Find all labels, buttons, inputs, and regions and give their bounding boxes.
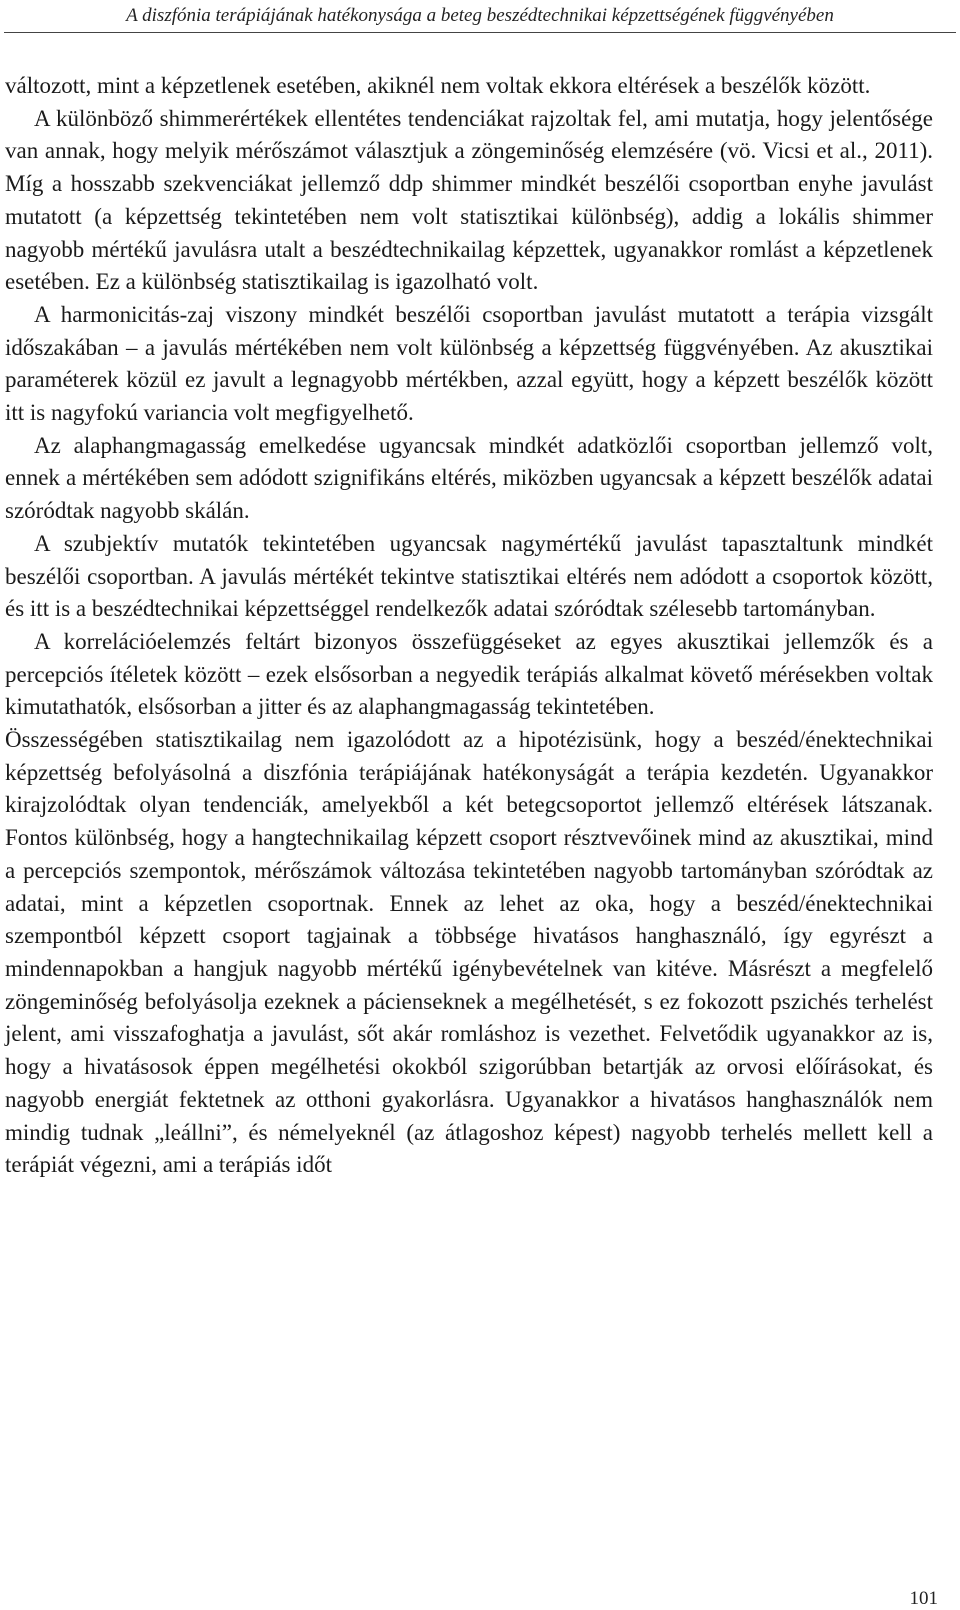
page-body — [5, 70, 933, 1182]
paragraph-shimmer: A különböző shimmerértékek ellentétes tendenciákat rajzoltak fel, ami mutatja, hogy jelentősége van annak, hogy melyik mérőszámot választjuk a zöngeminőség elemzésére (vö. Vicsi et al., 2011). Míg a hosszabb szekvenciákat jellemző ddp shimmer mindkét beszélői csoportban enyhe javulást mutatott (a képzettség tekintetében nem volt statisztikai különbség), addig a lokális shimmer nagyobb mértékű javulásra utalt a beszédtechnikailag képzettek, ugyanakkor romlást a képzetlenek esetében. Ez a különbség statisztikailag is igazolható volt. — [5, 105, 933, 295]
paragraph-f0: Az alaphangmagasság emelkedése ugyancsak mindkét adatközlői csoportban jellemző volt, ennek a mértékében sem adódott szignifikáns eltérés, miközben ugyancsak a képzett beszélők adatai szóródtak nagyobb skálán. — [5, 432, 933, 524]
paragraph-continuation: változott, mint a képzetlenek esetében, akiknél nem voltak ekkora eltérések a beszélők között. — [5, 73, 871, 98]
paragraph-subjective: A szubjektív mutatók tekintetében ugyancsak nagymértékű javulást tapasztaltunk mindkét beszélői csoportban. A javulás mértékét tekintve statisztikai eltérés nem adódott a csoportok között, és itt is a beszédtechnikai képzettséggel rendelkezők adatai szóródtak szélesebb tartományban. — [5, 530, 933, 622]
header-rule — [4, 32, 956, 33]
paragraph-harmonicity: A harmonicitás-zaj viszony mindkét beszélői csoportban javulást mutatott a terápia vizsgált időszakában – a javulás mértékében nem volt különbség a képzettség függvényében. Az akusztikai paraméterek közül ez javult a legnagyobb mértékben, azzal együtt, hogy a képzett beszélők között itt is nagyfokú variancia volt megfigyelhető. — [5, 301, 933, 426]
page-number: 101 — [909, 1588, 938, 1609]
running-header: A diszfónia terápiájának hatékonysága a beteg beszédtechnikai képzettségének függvényében — [126, 5, 834, 26]
paragraph-summary: Összességében statisztikailag nem igazolódott az a hipotézisünk, hogy a beszéd/énektechnikai képzettség befolyásolná a diszfónia terápiájának hatékonyságát a terápia kezdetén. Ugyanakkor kirajzolódtak olyan tendenciák, amelyekből a két betegcsoportot jellemző eltérések látszanak. Fontos különbség, hogy a hangtechnikailag képzett csoport résztvevőinek mind az akusztikai, mind a percepciós szempontok, mérőszámok változása tekintetében nagyobb tartományban szóródtak az adatai, mint a képzetlen csoportnak. Ennek az lehet az oka, hogy a beszéd/énektechnikai szempontból képzett csoport tagjainak a többsége hivatásos hanghasználó, így egyrészt a mindennapokban a hangjuk nagyobb mértékű igénybevételnek van kitéve. Másrészt a megfelelő zöngeminőség befolyásolja ezeknek a pácienseknek a megélhetését, s ez fokozott pszichés terhelést jelent, ami visszafoghatja a javulást, sőt akár romláshoz is vezethet. Felvetődik ugyanakkor az is, hogy a hivatásosok éppen megélhetési okokból szigorúbban betartják az orvosi előírásokat, és nagyobb energiát fektetnek az otthoni gyakorlásra. Ugyanakkor a hivatásos hanghasználók nem mindig tudnak „leállni”, és némelyeknél (az átlagoshoz képest) nagyobb terhelés mellett kell a terápiát végezni, ami a terápiás időt — [5, 727, 933, 1178]
paragraph-correlation: A korrelációelemzés feltárt bizonyos összefüggéseket az egyes akusztikai jellemzők és a percepciós ítéletek között – ezek elsősorban a negyedik terápiás alkalmat követő mérésekben voltak kimutathatók, elsősorban a jitter és az alaphangmagasság tekintetében. — [5, 628, 933, 720]
